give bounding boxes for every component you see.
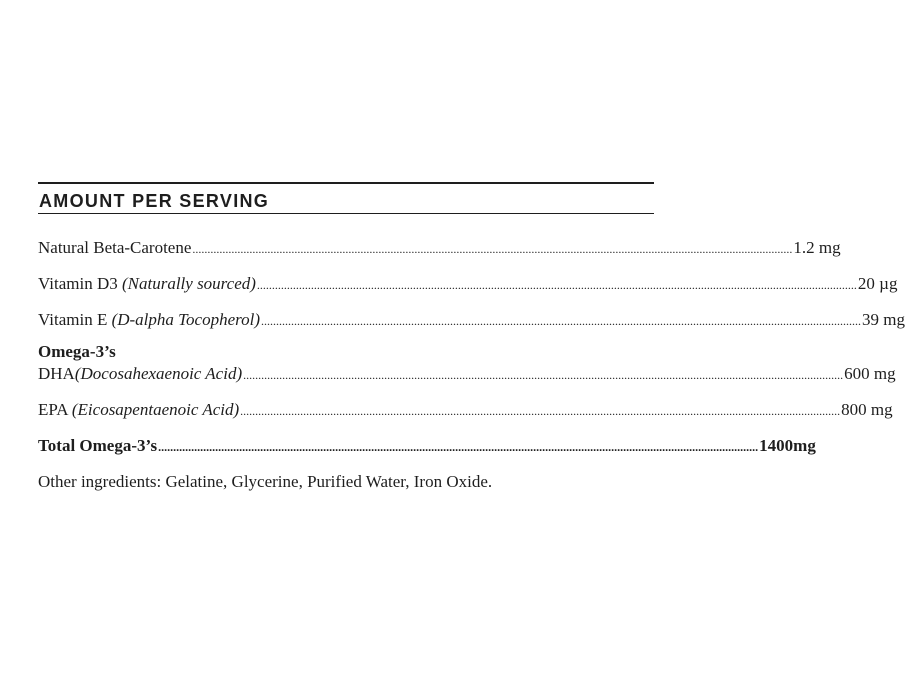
heading-rule — [38, 213, 654, 214]
nutrient-row-vitamin-e — [38, 309, 905, 345]
nutrient-row-epa — [38, 399, 893, 435]
nutrient-name: Vitamin D3 — [38, 274, 122, 293]
nutrient-qualifier: (Eicosapentaenoic Acid) — [71, 400, 240, 419]
nutrient-amount: 600 mg — [844, 364, 896, 383]
nutrient-name: Natural Beta-Carotene — [38, 238, 192, 257]
nutrient-row-vitamin-d3 — [38, 273, 898, 309]
other-ingredients: Other ingredients: Gelatine, Glycerine, Purified Water, Iron Oxide. — [38, 472, 493, 491]
nutrient-qualifier: (Naturally sourced) — [121, 274, 256, 293]
leader-dots: ........................................................................................................................................................................................................ — [261, 314, 862, 328]
total-amount: 1400mg — [759, 436, 816, 455]
leader-dots: ........................................................................................................................................................................................................ — [240, 404, 841, 418]
omega-3-section-title: Omega-3’s — [38, 342, 116, 361]
leader-dots: ........................................................................................................................................................................................................ — [256, 278, 857, 292]
leader-dots: ........................................................................................................................................................................................................ — [192, 242, 793, 256]
total-omega-3-row — [38, 435, 816, 471]
nutrient-amount: 800 mg — [841, 400, 893, 419]
nutrient-qualifier: (Docosahexaenoic Acid) — [74, 364, 243, 383]
leader-dots: ........................................................................................................................................................................................................ — [158, 440, 759, 454]
leader-dots: ........................................................................................................................................................................................................ — [243, 368, 844, 382]
nutrient-amount: 20 µg — [857, 274, 898, 293]
nutrient-name: DHA — [38, 364, 75, 383]
nutrient-qualifier: (D-alpha Tocopherol) — [111, 310, 261, 329]
nutrient-name: EPA — [38, 400, 72, 419]
total-label: Total Omega-3’s — [38, 436, 158, 455]
nutrient-amount: 39 mg — [862, 310, 905, 329]
nutrient-row-beta-carotene — [38, 237, 841, 273]
nutrient-row-dha — [38, 363, 896, 399]
nutrient-name: Vitamin E — [38, 310, 112, 329]
supplement-facts-panel — [38, 182, 905, 493]
amount-per-serving-heading: AMOUNT PER SERVING — [39, 191, 270, 211]
nutrient-list — [38, 237, 905, 493]
nutrient-amount: 1.2 mg — [793, 238, 841, 257]
